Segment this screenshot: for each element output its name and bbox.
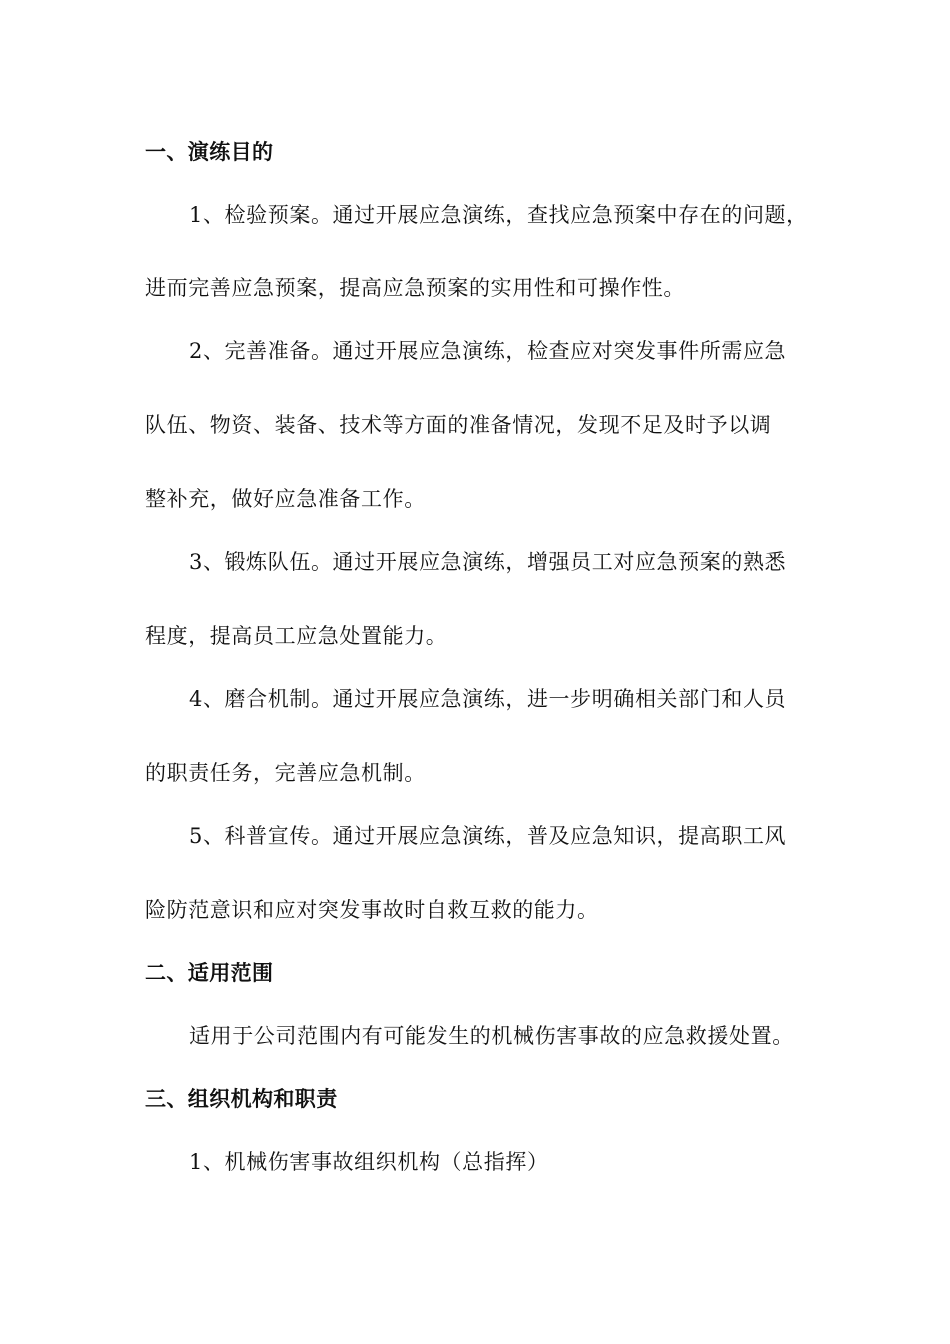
paragraph-line: 1、检验预案。通过开展应急演练，查找应急预案中存在的问题，	[189, 203, 808, 227]
paragraph-line: 程度，提高员工应急处置能力。	[145, 624, 448, 648]
paragraph-line: 适用于公司范围内有可能发生的机械伤害事故的应急救援处置。	[189, 1024, 794, 1048]
section-heading-drill-purpose: 一、演练目的	[145, 140, 274, 164]
paragraph-line: 3、锻炼队伍。通过开展应急演练，增强员工对应急预案的熟悉	[189, 550, 787, 574]
paragraph-line: 2、完善准备。通过开展应急演练，检查应对突发事件所需应急	[189, 339, 787, 363]
paragraph-line: 1、机械伤害事故组织机构（总指挥）	[189, 1150, 549, 1174]
paragraph-line: 的职责任务，完善应急机制。	[145, 761, 426, 785]
paragraph-line: 进而完善应急预案，提高应急预案的实用性和可操作性。	[145, 276, 685, 300]
paragraph-line: 5、科普宣传。通过开展应急演练，普及应急知识，提高职工风	[189, 824, 787, 848]
paragraph-line: 整补充，做好应急准备工作。	[145, 487, 426, 511]
paragraph-line: 4、磨合机制。通过开展应急演练，进一步明确相关部门和人员	[189, 687, 787, 711]
paragraph-line: 险防范意识和应对突发事故时自救互救的能力。	[145, 898, 599, 922]
section-heading-scope: 二、适用范围	[145, 961, 274, 985]
section-heading-organization: 三、组织机构和职责	[145, 1087, 338, 1111]
paragraph-line: 队伍、物资、装备、技术等方面的准备情况，发现不足及时予以调	[145, 413, 772, 437]
